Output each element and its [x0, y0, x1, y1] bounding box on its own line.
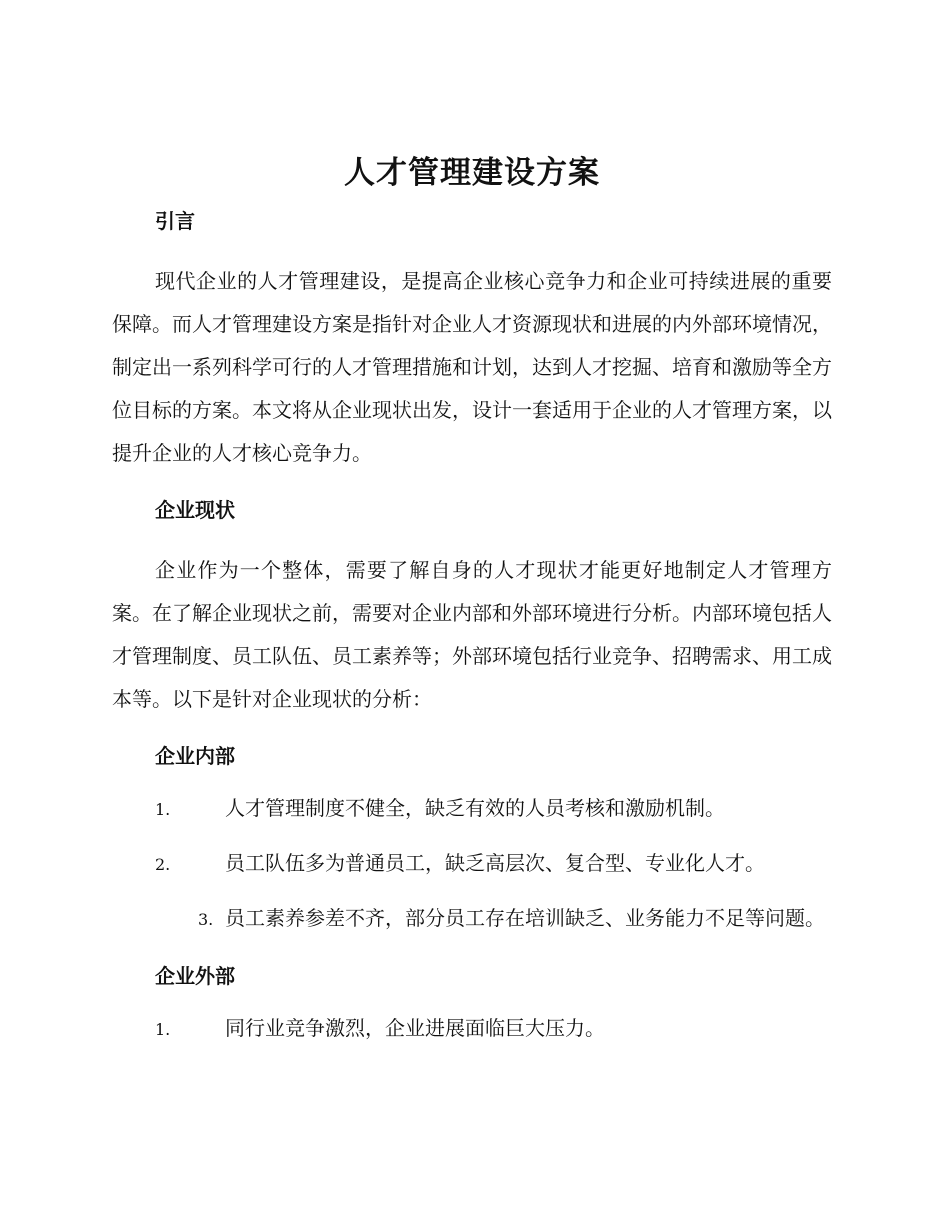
list-text: 同行业竞争激烈，企业进展面临巨大压力。 [225, 1016, 605, 1040]
list-item [112, 787, 832, 831]
list-number: 1. [155, 1020, 171, 1039]
list-text: 人才管理制度不健全，缺乏有效的人员考核和激励机制。 [225, 796, 725, 820]
document-page [112, 150, 832, 1051]
list-text: 员工素养参差不齐，部分员工存在培训缺乏、业务能力不足等问题。 [225, 906, 825, 930]
page-title: 人才管理建设方案 [344, 155, 600, 191]
section-heading-internal: 企业内部 [155, 744, 235, 768]
list-item [112, 842, 832, 886]
paragraph-intro: 现代企业的人才管理建设，是提高企业核心竞争力和企业可持续进展的重要保障。而人才管理建设方案是指针对企业人才资源现状和进展的内外部环境情况，制定出一系列科学可行的人才管理措施和计划，达到人才挖掘、培育和激励等全方位目标的方案。本文将从企业现状出发，设计一套适用于企业的人才管理方案，以提升企业的人才核心竞争力。 [112, 269, 832, 465]
section-heading-intro: 引言 [155, 209, 195, 233]
list-text: 员工队伍多为普通员工，缺乏高层次、复合型、专业化人才。 [225, 851, 765, 875]
section-heading-external: 企业外部 [155, 964, 235, 988]
list-item [112, 897, 832, 941]
paragraph-status: 企业作为一个整体，需要了解自身的人才现状才能更好地制定人才管理方案。在了解企业现状之前，需要对企业内部和外部环境进行分析。内部环境包括人才管理制度、员工队伍、员工素养等；外部环境包括行业竞争、招聘需求、用工成本等。以下是针对企业现状的分析： [112, 558, 832, 711]
list-number: 3. [198, 910, 214, 929]
list-number: 2. [155, 855, 171, 874]
list-number: 1. [155, 800, 171, 819]
list-item [112, 1007, 832, 1051]
section-heading-status: 企业现状 [155, 498, 235, 522]
